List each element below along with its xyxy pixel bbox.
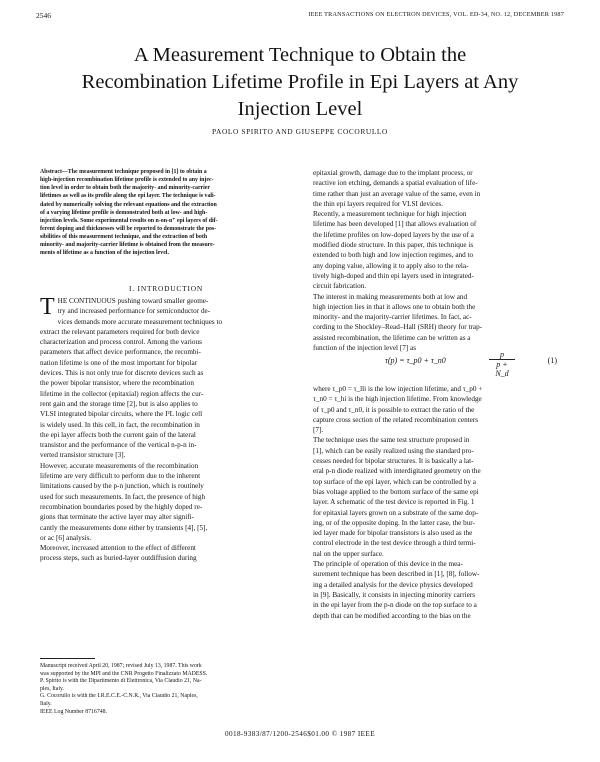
intro-line: parameters that affect device performance, the recombi-	[40, 348, 201, 357]
body-line: ing a detailed analysis for the device physics developed	[313, 580, 473, 589]
body-line: modified diode structure. In this paper, this technique is	[313, 241, 474, 250]
body-line: of τ_p0 and τ_n0, it is possible to extract the ratio of the	[313, 405, 475, 414]
body-line: cording to the Shockley–Read–Hall (SRH) theory for trap-	[313, 323, 483, 332]
intro-line: try and increased performance for semiconductor de-	[57, 307, 211, 316]
footnote-line: Manuscript received April 20, 1987; revised July 13, 1987. This work	[40, 663, 202, 669]
equation-fraction	[489, 350, 515, 378]
intro-line: HE CONTINUOUS pushing toward smaller geome-	[57, 297, 209, 305]
intro-line: devices. This is not only true for discrete devices such as	[40, 369, 204, 378]
footnote-line: G. Cocorullo is with the I.R.E.C.E.-C.N.R., Via Claudio 21, Naples,	[40, 693, 198, 700]
body-line: τ_n0 = τ_hi is the high injection lifetime. From knowledge	[313, 395, 482, 404]
footnote-line: P. Spirito is with the Dipartimento di Elettronica, Via Claudio 21, Na-	[40, 678, 202, 685]
intro-line: rent gain and the storage time [2], but is also applies to	[40, 399, 198, 408]
body-line: time rather than just an average value of the same, even in	[313, 189, 481, 198]
abstract-line: tion level in order to obtain both the majority- and minority-carrier	[40, 185, 211, 192]
body-line: reactive ion etching, demands a spatial evaluation of life-	[313, 179, 478, 188]
body-line: [1], which can be easily realized using the standard pro-	[313, 446, 474, 455]
abstract-line: Abstract—The measurement technique proposed in [1] to obtain a	[40, 169, 207, 175]
body-line: bias voltage applied to the bottom surface of the same epi	[313, 487, 479, 496]
equation-lhs: τ(p) = τ_p0 + τ_n0	[385, 356, 446, 365]
body-line: capture cross section of the related recombination centers	[313, 415, 479, 424]
right-column-bottom	[313, 384, 565, 621]
body-line: layer. A schematic of the test device is reported in Fig. 1	[313, 498, 475, 507]
title-line: Injection Level	[237, 98, 363, 120]
body-line: lifetime has been developed [1] that allows evaluation of	[313, 220, 477, 229]
equation-denominator: p + N_d	[495, 360, 509, 378]
title-line: A Measurement Technique to Obtain the	[133, 44, 467, 66]
intro-line: or ac [6] analysis.	[40, 533, 92, 542]
equation-number: (1)	[547, 356, 557, 365]
body-line: extended to both high and low injection regimes, and to	[313, 251, 474, 260]
intro-line: However, accurate measurements of the recombination	[40, 461, 199, 470]
body-line: tively high-doped and thin epi layers used in integrated-	[313, 271, 474, 280]
body-line: ied layer made for bipolar transistors is also used as the	[313, 529, 473, 538]
abstract-line: minority- and majority-carrier lifetime is obtained from the measure-	[40, 242, 215, 249]
intro-line: process steps, such as buried-layer outdiffusion during	[40, 554, 197, 563]
title-line: Recombination Lifetime Profile in Epi Layers at Any	[81, 71, 519, 93]
intro-line: limitations caused by the p-n junction, which is routinely	[40, 482, 204, 491]
abstract-line: high-injection recombination lifetime profile is extended to any injec-	[40, 177, 214, 184]
abstract-line: lifetimes as well as its profile along the epi layer. The technique is vali-	[40, 193, 216, 200]
right-column-top	[313, 168, 565, 353]
running-title: IEEE TRANSACTIONS ON ELECTRON DEVICES, VOL. ED-34, NO. 12, DECEMBER 1987	[308, 11, 564, 18]
body-line: The interest in making measurements both at low and	[313, 292, 468, 301]
paper-title	[60, 42, 540, 123]
intro-line: characterization and process control. Among the various	[40, 338, 202, 347]
body-line: surement technique has been described in [1], [8], follow-	[313, 570, 480, 579]
section-heading: I. INTRODUCTION	[129, 284, 203, 293]
body-line: cesses needed for bipolar structures. It is basically a lat-	[313, 457, 474, 466]
body-line: epitaxial growth, damage due to the implant process, or	[313, 169, 473, 177]
body-line: where τ_p0 = τ_lli is the low injection lifetime, and τ_p0 +	[313, 385, 483, 393]
body-line: [7].	[313, 426, 324, 435]
introduction-text	[40, 296, 292, 564]
body-line: Recently, a measurement technique for high injection	[313, 210, 467, 219]
intro-line: cantly the measurements done either by transients [4], [5],	[40, 523, 208, 532]
body-line: nal on the upper surface.	[313, 549, 384, 558]
body-line: top surface of the epi layer, which can be controlled by a	[313, 477, 476, 486]
body-line: circuit fabrication.	[313, 282, 367, 291]
abstract-line: ferent doping and thicknesses will be reported to demonstrate the pos-	[40, 225, 217, 232]
intro-line: recombination boundaries posed by the highly doped re-	[40, 502, 203, 511]
body-line: minority- and the majority-carrier lifetimes. In fact, ac-	[313, 313, 472, 322]
footnote-line: IEEE Log Number 8716748.	[40, 708, 107, 715]
abstract-line: sibilities of this measurement technique, and the extraction of both	[40, 234, 208, 241]
body-line: control electrode in the test device through a third termi-	[313, 539, 476, 548]
body-line: The principle of operation of this device in the mea-	[313, 560, 463, 569]
body-line: The technique uses the same test structure proposed in	[313, 436, 470, 445]
intro-line: extract the relevant parameters required for both device	[40, 327, 200, 336]
page-header	[36, 11, 564, 21]
body-line: ing, or of the opposite doping. In the latter case, the bur-	[313, 518, 475, 527]
intro-line: the power bipolar transistor, where the recombination	[40, 379, 194, 388]
body-line: function of the injection level [7] as	[313, 344, 416, 353]
footnote-line: ples, Italy.	[40, 685, 64, 692]
abstract-line: ments of lifetime as a function of the injection level.	[40, 250, 169, 257]
footnote-line: Italy.	[40, 700, 52, 707]
equation-numerator: p	[489, 350, 515, 360]
intro-line: is widely used. In this cell, in fact, the recombination in	[40, 420, 200, 429]
intro-line: used for such measurements. In fact, the presence of high	[40, 492, 206, 501]
body-line: in [9]. Basically, it consists in injecting minority carriers	[313, 590, 476, 599]
abstract-line: of a varying lifetime profile is demonstrated both at low- and high-	[40, 209, 208, 216]
intro-line: Moreover, increased attention to the effect of different	[40, 544, 196, 553]
drop-cap: T	[40, 294, 55, 320]
body-line: the lifetime profiles on low-doped layers by the use of a	[313, 230, 474, 239]
footnote-line: was supported by the MPI and the CNR Progetto Finalizzato MADESS.	[40, 670, 208, 677]
body-line: in the epi layer from the p-n diode on the top surface to a	[313, 601, 477, 610]
abstract-line: dated by numerically solving the relevant equations and the extraction	[40, 201, 217, 208]
equation-1	[313, 350, 565, 378]
intro-line: the epi layer affects both the current gain of the lateral	[40, 430, 196, 439]
body-line: any doping value, allowing it to apply also to the rela-	[313, 261, 469, 270]
intro-line: gions that terminate the active layer may alter signifi-	[40, 513, 195, 522]
body-line: for epitaxial layers grown on a substrate of the same dop-	[313, 508, 479, 517]
intro-line: nation lifetime is one of the most important for bipolar	[40, 358, 198, 367]
footnote	[40, 658, 292, 716]
body-line: high injection lies in that it allows one to obtain both the	[313, 302, 476, 311]
body-line: assisted recombination, the lifetime can be written as a	[313, 333, 471, 342]
body-line: eral p-n diode realized with interdigitated geometry on the	[313, 467, 481, 476]
page-number: 2546	[36, 11, 51, 20]
intro-line: verted transistor structure [3].	[40, 451, 126, 460]
body-line: the thin epi layers required for VLSI devices.	[313, 199, 443, 208]
intro-line: lifetime are very difficult to perform due to the inherent	[40, 472, 201, 481]
abstract	[40, 168, 292, 258]
intro-line: transistor and the performance of the vertical n-p-n in-	[40, 441, 197, 450]
abstract-line: injection levels. Some experimental results on n-on-n⁺ epi layers of dif-	[40, 217, 218, 224]
authors: PAOLO SPIRITO AND GIUSEPPE COCORULLO	[211, 127, 388, 136]
body-line: depth that can be modified according to the bias on the	[313, 611, 471, 620]
footnote-rule	[40, 658, 95, 659]
copyright-line: 0018-9383/87/1200-2546$01.00 © 1987 IEEE	[224, 730, 376, 738]
intro-line: lifetime in the collector (epitaxial) region affects the cur-	[40, 389, 204, 398]
intro-line: vices demands more accurate measurement techniques to	[57, 317, 223, 326]
intro-line: VLSI integrated bipolar circuits, where the I²L logic cell	[40, 410, 203, 419]
